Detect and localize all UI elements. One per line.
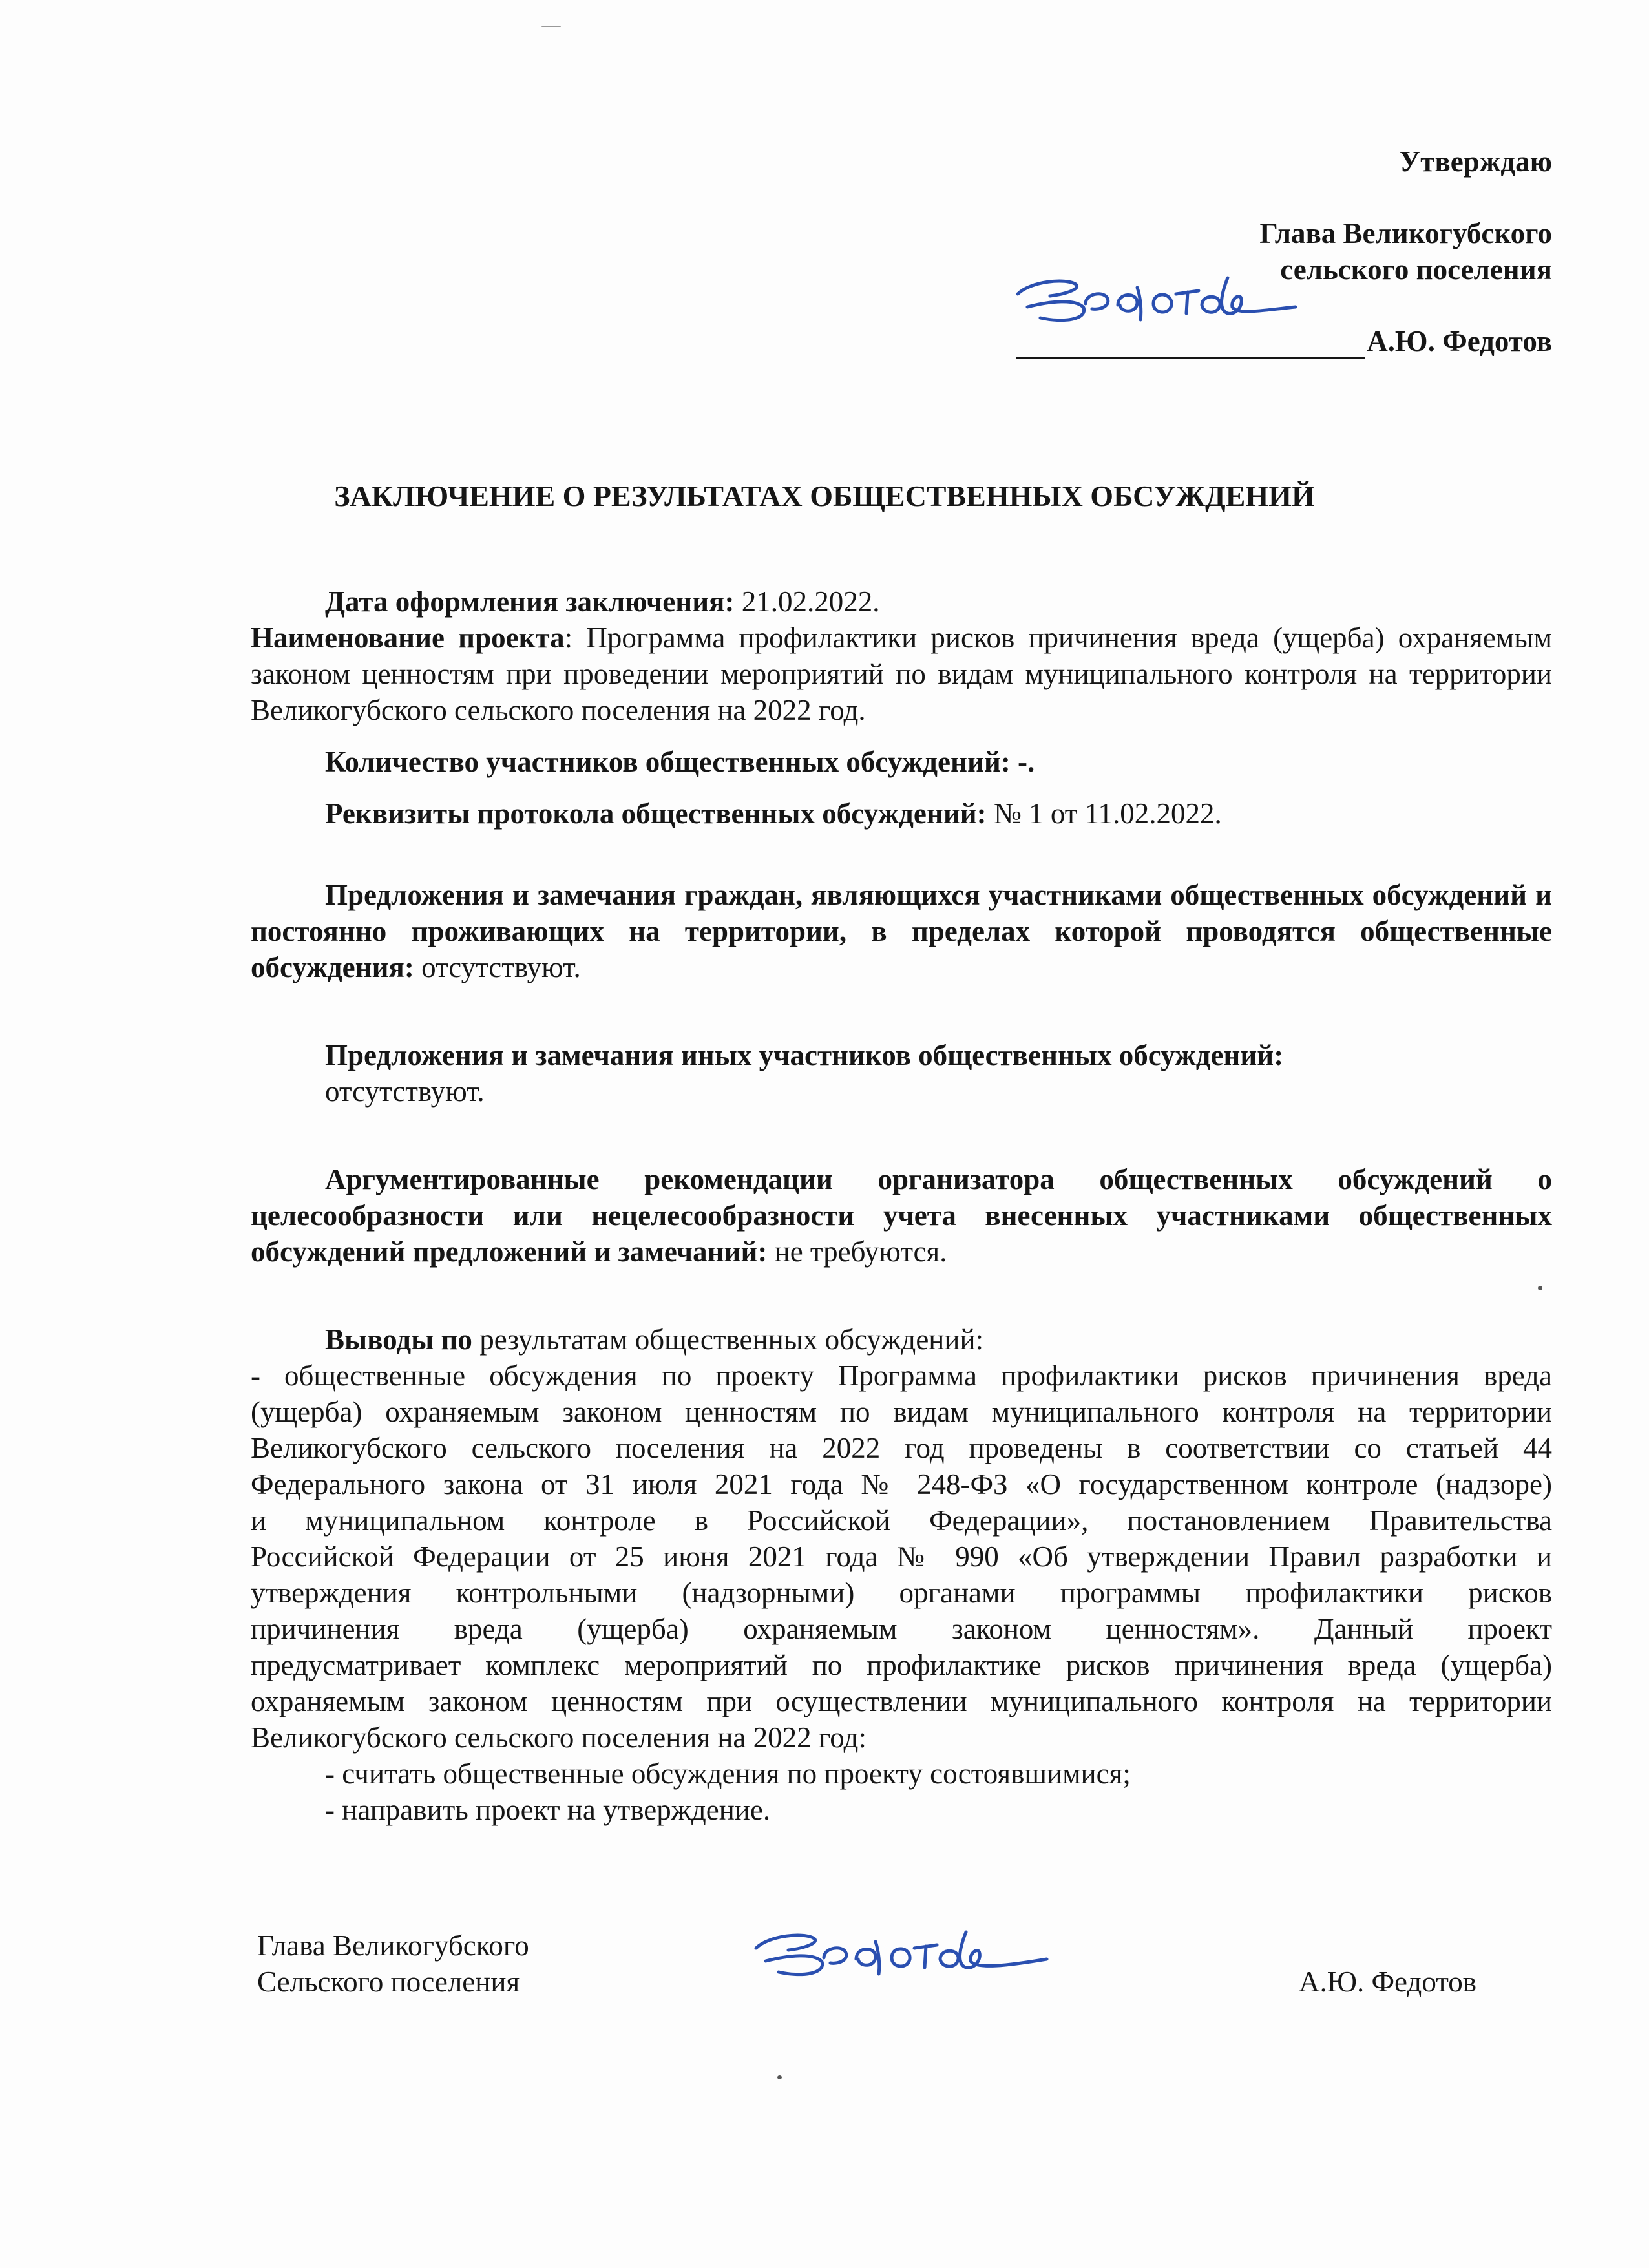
proposals-residents-paragraph: Предложения и замечания граждан, являющихся участниками общественных обсуждений и постоянно проживающих на территории, в пределах которой проводятся общественные обсуждения: отсутствуют. [251, 879, 1552, 983]
approval-position: Глава Великогубского сельского поселения [1259, 217, 1552, 286]
conclusions-text: - общественные обсуждения по проекту Программа профилактики рисков причинения вреда (ущерба) охраняемым законом ценностям по видам муниципального контроля на территории Великогубского сельского поселения на 2022 год проведены в соответствии со статьей 44 Федерального закона от 31 июля 2021 года № 248-ФЗ «О государственном контроле (надзоре) и муниципальном контроле в Российской Федерации», постановлением Правительства Российской Федерации от 25 июня 2021 года № 990 «Об утверждении Правил разработки и утверждения контрольными (надзорными) органами программы профилактики рисков причинения вреда (ущерба) охраняемым законом ценностям». Данный проект предусматривает комплекс мероприятий по профилактике рисков причинения вреда (ущерба) охраняемым законом ценностям при осуществлении муниципального контроля на территории Великогубского сельского поселения на 2022 год: [251, 1360, 1552, 1754]
signature-underline [1016, 329, 1365, 359]
recommendations-paragraph: Аргументированные рекомендации организатора общественных обсуждений о целесообразности или нецелесообразности учета внесенных участниками общественных обсуждений предложений и замечаний: не требуются. [251, 1163, 1552, 1268]
participants-paragraph: Количество участников общественных обсуждений: -. [325, 746, 1035, 778]
protocol-paragraph: Реквизиты протокола общественных обсуждений: № 1 от 11.02.2022. [325, 797, 1222, 830]
footer-position: Глава Великогубского Сельского поселения [257, 1929, 529, 1998]
approval-signature-line: А.Ю. Федотов [1016, 323, 1552, 359]
document-title: ЗАКЛЮЧЕНИЕ О РЕЗУЛЬТАТАХ ОБЩЕСТВЕННЫХ ОБСУЖДЕНИЙ [334, 479, 1315, 512]
handwritten-signature-icon [743, 1913, 1053, 2000]
project-paragraph: Наименование проекта: Программа профилактики рисков причинения вреда (ущерба) охраняемым законом ценностям при проведении мероприятий по видам муниципального контроля на территории Великогубского сельского поселения на 2022 год. [251, 622, 1552, 726]
conclusions-heading: Выводы по результатам общественных обсуждений: [325, 1323, 984, 1356]
scan-speck [541, 26, 561, 27]
date-paragraph: Дата оформления заключения: 21.02.2022. [325, 585, 880, 618]
document-body [251, 583, 1552, 1828]
list-item: - считать общественные обсуждения по проекту состоявшимися; [325, 1758, 1131, 1790]
conclusions-items [251, 1756, 1552, 1828]
approval-label: Утверждаю [1399, 145, 1552, 178]
footer-name: А.Ю. Федотов [1299, 1966, 1477, 1998]
proposals-others-value: отсутствуют. [325, 1075, 485, 1108]
scan-speck [777, 2075, 782, 2079]
scan-speck [1538, 1286, 1542, 1290]
list-item: - направить проект на утверждение. [325, 1794, 771, 1826]
proposals-others-paragraph: Предложения и замечания иных участников общественных обсуждений: [325, 1039, 1284, 1071]
